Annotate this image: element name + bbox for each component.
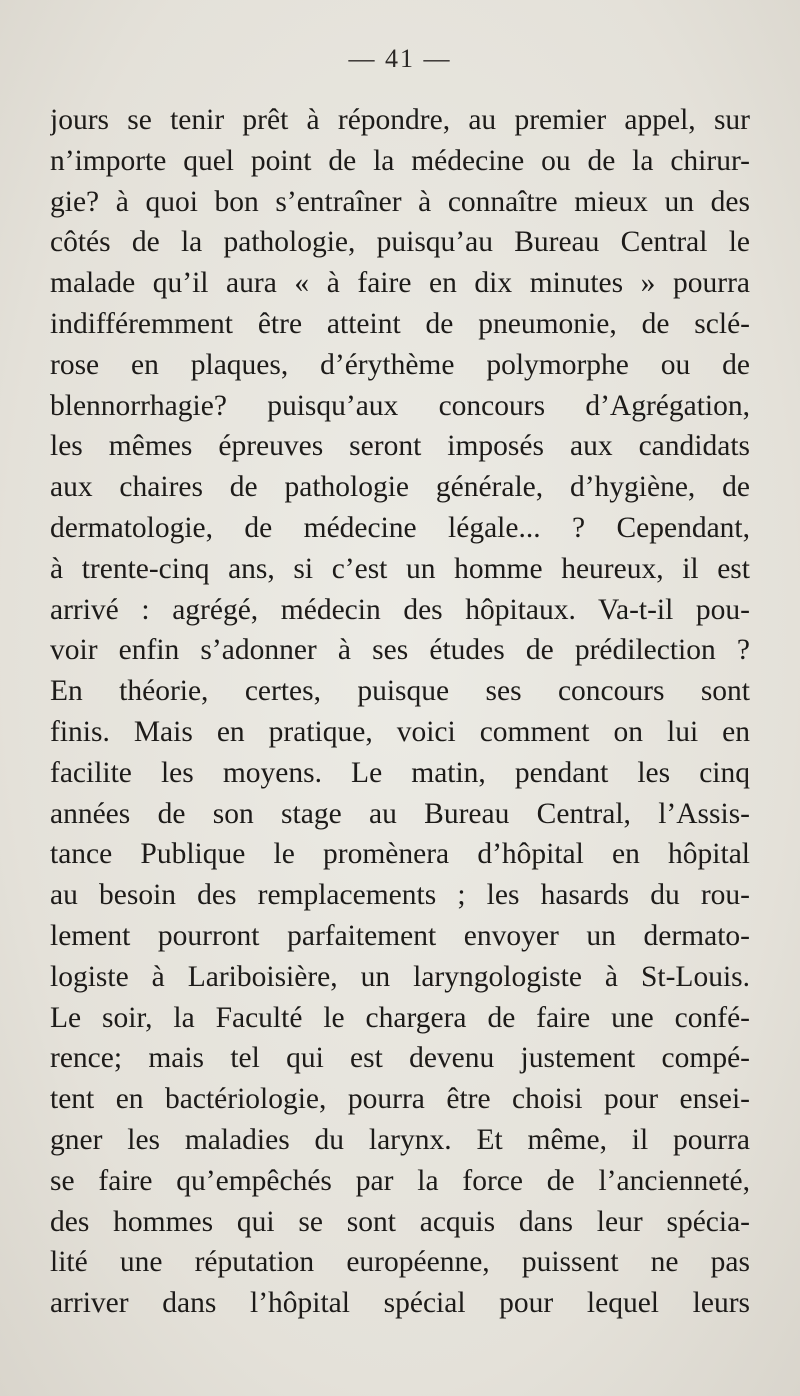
text-line: lement pourront parfaitement envoyer un dermato- <box>50 919 750 952</box>
text-line: gie? à quoi bon s’entraîner à connaître mieux un des <box>50 185 750 218</box>
text-line: arrivé : agrégé, médecin des hôpitaux. Va-t-il pou- <box>50 593 750 626</box>
text-line: indifféremment être atteint de pneumonie, de sclé- <box>50 307 750 340</box>
text-line: côtés de la pathologie, puisqu’au Bureau Central le <box>50 226 750 259</box>
text-line: les mêmes épreuves seront imposés aux candidats <box>50 430 750 463</box>
text-line: au besoin des remplacements ; les hasards du rou- <box>50 879 750 912</box>
text-line: jours se tenir prêt à répondre, au premier appel, sur <box>50 104 750 136</box>
text-line: lité une réputation européenne, puissent ne pas <box>50 1246 750 1279</box>
text-line: blennorrhagie? puisqu’aux concours d’Agrégation, <box>50 389 750 422</box>
page-number: — 41 — <box>348 44 452 73</box>
text-line: dermatologie, de médecine légale... ? Cependant, <box>50 511 750 544</box>
text-line: années de son stage au Bureau Central, l’Assis- <box>50 797 750 830</box>
text-line: facilite les moyens. Le matin, pendant les cinq <box>50 756 750 789</box>
text-line: à trente-cinq ans, si c’est un homme heureux, il est <box>50 552 750 585</box>
text-line: Le soir, la Faculté le chargera de faire une confé- <box>50 1001 750 1034</box>
text-line: voir enfin s’adonner à ses études de prédilection ? <box>50 634 750 667</box>
text-line: rence; mais tel qui est devenu justement compé- <box>50 1042 750 1075</box>
text-line: n’importe quel point de la médecine ou de la chirur- <box>50 144 750 177</box>
text-line: se faire qu’empêchés par la force de l’ancienneté, <box>50 1164 750 1197</box>
body-text <box>50 100 750 1324</box>
text-line: gner les maladies du larynx. Et même, il pourra <box>50 1123 750 1156</box>
text-line: aux chaires de pathologie générale, d’hygiène, de <box>50 471 750 504</box>
text-line: tent en bactériologie, pourra être choisi pour ensei- <box>50 1083 750 1116</box>
text-line: En théorie, certes, puisque ses concours sont <box>50 675 750 708</box>
text-line: malade qu’il aura « à faire en dix minutes » pourra <box>50 267 750 300</box>
text-line: des hommes qui se sont acquis dans leur spécia- <box>50 1205 750 1238</box>
text-line: rose en plaques, d’érythème polymorphe ou de <box>50 348 750 381</box>
text-line: arriver dans l’hôpital spécial pour lequel leurs <box>50 1287 750 1320</box>
text-line: logiste à Lariboisière, un laryngologiste à St-Louis. <box>50 960 750 993</box>
text-line: finis. Mais en pratique, voici comment on lui en <box>50 715 750 748</box>
text-line: tance Publique le promènera d’hôpital en hôpital <box>50 838 750 871</box>
